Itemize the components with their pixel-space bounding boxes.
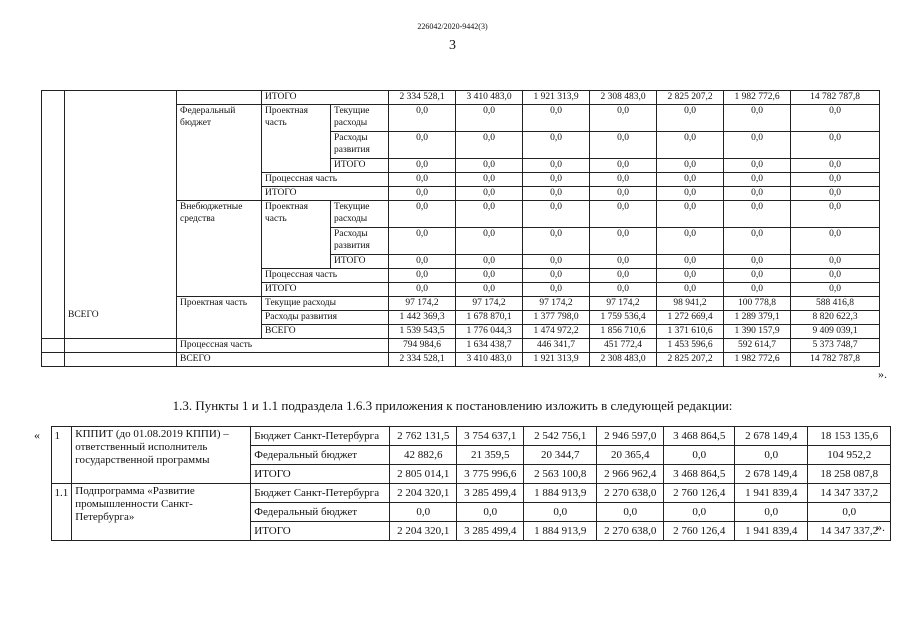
table-row: ВСЕГО 2 334 528,1 3 410 483,0 1 921 313,9 2 308 483,0 2 825 207,2 1 982 772,6 14 782 787,8 — [42, 353, 880, 367]
program-budget-table — [41, 426, 891, 541]
table-row: Федеральный бюджет 0,0 0,0 0,0 0,0 0,0 0,0 0,0 — [41, 503, 891, 522]
cell: 3 410 483,0 — [456, 91, 523, 105]
item-number: 1.1 — [51, 484, 72, 541]
cell: 2 825 207,2 — [657, 91, 724, 105]
cell: 2 308 483,0 — [590, 91, 657, 105]
opening-quote: « — [34, 428, 40, 442]
table-row: ИТОГО 0,0 0,0 0,0 0,0 0,0 0,0 0,0 — [42, 255, 880, 269]
budget-table-continued — [41, 90, 880, 367]
cell: 1 982 772,6 — [724, 91, 791, 105]
table-row: Процессная часть 794 984,6 1 634 438,7 446 341,7 451 772,4 1 453 596,6 592 614,7 5 373 748,7 — [42, 339, 880, 353]
table-row: ИТОГО 2 805 014,1 3 775 996,6 2 563 100,8 2 966 962,4 3 468 864,5 2 678 149,4 18 258 087,8 — [41, 465, 891, 484]
table-row: ИТОГО 2 204 320,1 3 285 499,4 1 884 913,9 2 270 638,0 2 760 126,4 1 941 839,4 14 347 337,2 — [41, 522, 891, 541]
item-number: 1 — [51, 427, 72, 484]
table-row: ИТОГО 0,0 0,0 0,0 0,0 0,0 0,0 0,0 — [42, 159, 880, 173]
source-label: Федеральный бюджет — [177, 105, 262, 201]
cell: 2 334 528,1 — [389, 91, 456, 105]
closing-quote: ». — [876, 520, 885, 534]
table-row: 1.1 Подпрограмма «Развитие промышленности Санкт-Петербурга» Бюджет Санкт-Петербурга 2 204 320,1 3 285 499,4 1 884 913,9 2 270 638,0 2 760 126,4 1 941 839,4 14 347 337,2 — [41, 484, 891, 503]
table-row: Федеральный бюджет 42 882,6 21 359,5 20 344,7 20 365,4 0,0 0,0 104 952,2 — [41, 446, 891, 465]
closing-quote: ». — [878, 367, 887, 381]
table-row: ИТОГО 2 334 528,1 3 410 483,0 1 921 313,9 2 308 483,0 2 825 207,2 1 982 772,6 14 782 787,8 — [42, 91, 880, 105]
table-row: Процессная часть 0,0 0,0 0,0 0,0 0,0 0,0 0,0 — [42, 173, 880, 187]
table-row: ВСЕГО 1 539 543,5 1 776 044,3 1 474 972,2 1 856 710,6 1 371 610,6 1 390 157,9 9 409 039,1 — [42, 325, 880, 339]
table-row: Федеральный бюджет Проектная часть Текущие расходы 0,0 0,0 0,0 0,0 0,0 0,0 0,0 — [42, 105, 880, 132]
vsego-label: ВСЕГО — [68, 310, 99, 320]
item-name: КППИТ (до 01.08.2019 КППИ) – ответственный исполнитель государственной программы — [72, 427, 251, 484]
table-row: Расходы развития 0,0 0,0 0,0 0,0 0,0 0,0 0,0 — [42, 132, 880, 159]
table-row: Проектная часть Текущие расходы 97 174,2 97 174,2 97 174,2 97 174,2 98 941,2 100 778,8 588 416,8 — [42, 297, 880, 311]
paragraph-1-3: 1.3. Пункты 1 и 1.1 подраздела 1.6.3 приложения к постановлению изложить в следующей редакции: — [172, 398, 733, 413]
source-label: Внебюджетные средства — [177, 201, 262, 297]
table-row: ИТОГО 0,0 0,0 0,0 0,0 0,0 0,0 0,0 — [42, 187, 880, 201]
part-label: Проектная часть — [262, 105, 331, 173]
table-row: Внебюджетные средства Проектная часть Текущие расходы 0,0 0,0 0,0 0,0 0,0 0,0 0,0 — [42, 201, 880, 228]
cell: 14 782 787,8 — [791, 91, 880, 105]
item-name: Подпрограмма «Развитие промышленности Санкт-Петербурга» — [72, 484, 251, 541]
document-code: 226042/2020-9442(3) — [417, 22, 488, 31]
page-number: 3 — [449, 38, 456, 53]
cell: 1 921 313,9 — [523, 91, 590, 105]
table-row: Расходы развития 1 442 369,3 1 678 870,1 1 377 798,0 1 759 536,4 1 272 669,4 1 289 379,1 8 820 622,3 — [42, 311, 880, 325]
table-row: ИТОГО 0,0 0,0 0,0 0,0 0,0 0,0 0,0 — [42, 283, 880, 297]
table-row: 1 КППИТ (до 01.08.2019 КППИ) – ответственный исполнитель государственной программы Бюджет Санкт-Петербурга 2 762 131,5 3 754 637,1 2 542 756,1 2 946 597,0 3 468 864,5 2 678 149,4 18 153 135,6 — [41, 427, 891, 446]
table-row: Процессная часть 0,0 0,0 0,0 0,0 0,0 0,0 0,0 — [42, 269, 880, 283]
table-row: Расходы развития 0,0 0,0 0,0 0,0 0,0 0,0 0,0 — [42, 228, 880, 255]
part-label: Проектная часть — [262, 201, 331, 269]
part-label: Проектная часть — [177, 297, 262, 339]
